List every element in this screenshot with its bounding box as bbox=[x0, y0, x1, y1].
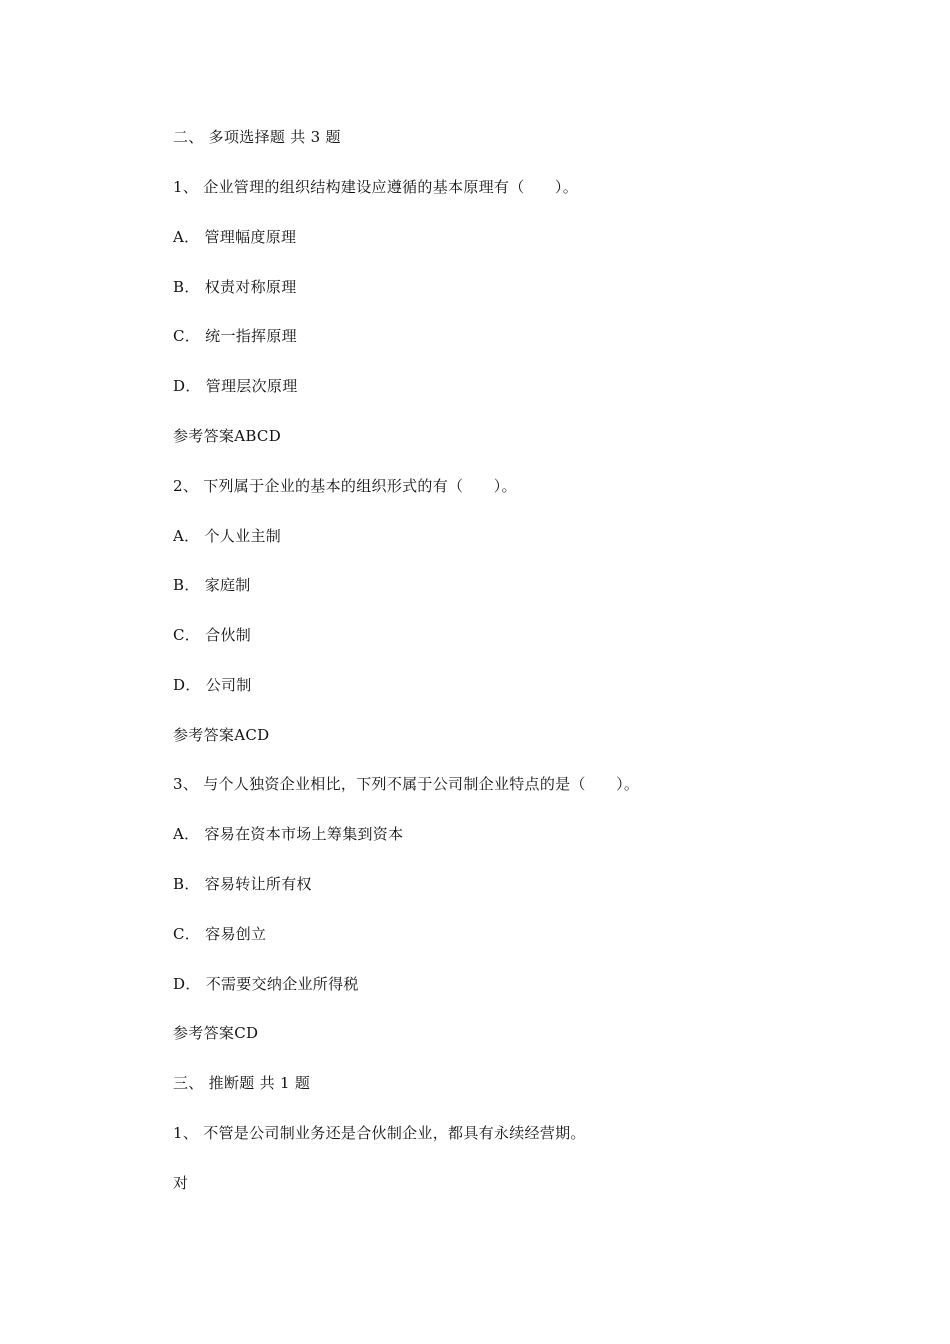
question-3-option-b: B． 容易转让所有权 bbox=[173, 875, 312, 893]
question-2-option-a: A． 个人业主制 bbox=[173, 527, 282, 545]
tf-question-1-text: 1、 不管是公司制业务还是合伙制企业，都具有永续经营期。 bbox=[173, 1124, 586, 1142]
question-1-option-c: C． 统一指挥原理 bbox=[173, 327, 297, 345]
question-2-option-b: B． 家庭制 bbox=[173, 576, 251, 594]
question-3-option-d: D． 不需要交纳企业所得税 bbox=[173, 975, 359, 993]
question-2-text: 2、 下列属于企业的基本的组织形式的有（ ）。 bbox=[173, 477, 517, 495]
question-1-option-a: A． 管理幅度原理 bbox=[173, 228, 297, 246]
question-2-answer: 参考答案ACD bbox=[173, 726, 270, 744]
tf-question-1-answer: 对 bbox=[173, 1174, 189, 1192]
section-heading-multiple-choice: 二、 多项选择题 共 3 题 bbox=[173, 128, 341, 146]
question-1-answer: 参考答案ABCD bbox=[173, 427, 282, 445]
question-3-option-c: C． 容易创立 bbox=[173, 925, 267, 943]
question-2-option-c: C． 合伙制 bbox=[173, 626, 252, 644]
question-1-text: 1、 企业管理的组织结构建设应遵循的基本原理有（ ）。 bbox=[173, 178, 579, 196]
question-1-option-d: D． 管理层次原理 bbox=[173, 377, 298, 395]
question-3-text: 3、 与个人独资企业相比，下列不属于公司制企业特点的是（ ）。 bbox=[173, 775, 640, 793]
section-heading-true-false: 三、 推断题 共 1 题 bbox=[173, 1074, 311, 1092]
question-3-answer: 参考答案CD bbox=[173, 1024, 259, 1042]
question-3-option-a: A． 容易在资本市场上筹集到资本 bbox=[173, 825, 404, 843]
question-1-option-b: B． 权责对称原理 bbox=[173, 278, 297, 296]
question-2-option-d: D． 公司制 bbox=[173, 676, 252, 694]
